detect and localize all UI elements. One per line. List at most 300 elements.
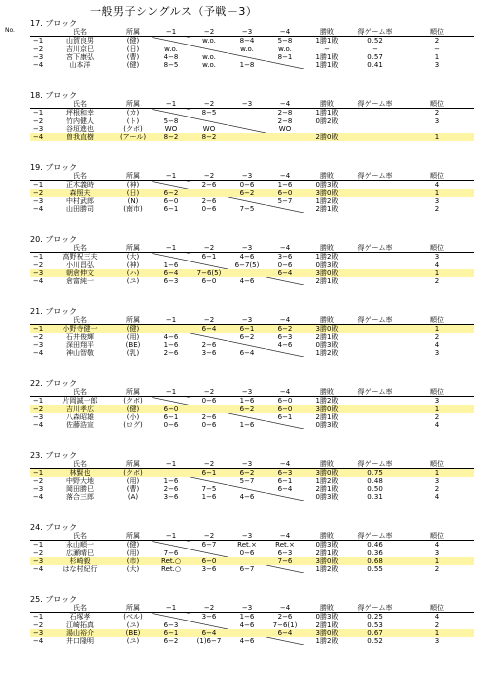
header-cell: 所属 xyxy=(114,172,152,181)
idx-cell: −2 xyxy=(32,621,44,629)
header-cell: −3 xyxy=(228,244,266,253)
r2-cell: 2−6 xyxy=(201,413,217,421)
r3-cell: Ret.× xyxy=(237,540,257,549)
r4-cell: 2−8 xyxy=(277,108,293,117)
diagonal-cell xyxy=(266,421,304,429)
wl-cell: 3勝0敗 xyxy=(304,469,350,478)
r3-cell: 1−8 xyxy=(239,61,255,69)
wl-cell: 1勝2敗 xyxy=(315,252,339,261)
header-cell: 勝敗 xyxy=(304,244,350,253)
table-row xyxy=(30,469,474,478)
team-cell: (日) xyxy=(114,189,152,197)
diagonal-cell xyxy=(266,277,304,285)
header-cell: 得ゲーム率 xyxy=(350,28,400,37)
r3-cell xyxy=(228,133,266,141)
name-cell: 永山順一 xyxy=(66,540,94,549)
rate-cell: 0.52 xyxy=(367,36,383,45)
rate-cell xyxy=(350,341,400,349)
team-cell: (神) xyxy=(126,261,140,269)
r4-cell: 6−3 xyxy=(266,469,304,478)
r1-cell: 8−5 xyxy=(163,61,179,69)
table-row xyxy=(30,197,474,205)
rank-cell: 1 xyxy=(400,189,474,197)
rate-cell xyxy=(350,333,400,341)
wl-cell: 1勝1敗 xyxy=(315,36,339,45)
idx-cell: −1 xyxy=(32,36,44,45)
rate-cell: 0.50 xyxy=(367,485,383,493)
header-cell: −4 xyxy=(266,532,304,541)
rank-cell: 3 xyxy=(434,61,440,69)
team-cell: (曹) xyxy=(126,485,140,493)
team-cell: (ユ) xyxy=(126,637,140,645)
name-cell: 落合三郎 xyxy=(66,493,94,501)
rank-cell: 2 xyxy=(434,277,440,285)
r1-cell: 1−6 xyxy=(163,477,179,485)
wl-cell: 0勝3敗 xyxy=(315,493,339,501)
wl-cell: 0勝2敗 xyxy=(315,117,339,125)
team-cell: (用) xyxy=(126,333,140,341)
r1-cell: 2−6 xyxy=(163,349,179,357)
r3-cell: 6−4 xyxy=(239,349,255,357)
r1-cell: Ret.○ xyxy=(152,557,190,565)
name-cell: 山田勝司 xyxy=(66,205,94,213)
name-cell: 坪根和幸 xyxy=(66,108,94,117)
header-cell: 勝敗 xyxy=(304,316,350,325)
wl-cell: 0勝3敗 xyxy=(315,612,339,621)
rank-cell: 2 xyxy=(434,36,440,45)
wl-cell: 2勝0敗 xyxy=(304,133,350,141)
wl-cell xyxy=(304,125,350,133)
name-cell: 神山智敬 xyxy=(66,349,94,357)
idx-cell: −2 xyxy=(32,45,44,53)
team-cell: (N) xyxy=(127,197,139,205)
r2-cell: 6−4 xyxy=(190,629,228,637)
wl-cell: 0勝3敗 xyxy=(315,180,339,189)
idx-cell: −4 xyxy=(32,277,44,285)
r4-cell: 4−6 xyxy=(277,341,293,349)
rate-cell xyxy=(350,109,400,118)
idx-cell: −1 xyxy=(32,108,44,117)
idx-cell: −3 xyxy=(32,341,44,349)
header-cell: −2 xyxy=(190,460,228,469)
results-table xyxy=(30,244,474,285)
header-row xyxy=(30,172,474,181)
team-cell: (クボ) xyxy=(114,469,152,478)
rate-cell xyxy=(350,133,400,141)
r2-cell: 6−0 xyxy=(201,277,217,285)
team-cell: (BE) xyxy=(114,629,152,637)
rank-cell: 4 xyxy=(434,540,440,549)
wl-cell: 0勝3敗 xyxy=(315,341,339,349)
rank-cell: 3 xyxy=(434,396,440,405)
idx-cell: −1 xyxy=(32,180,44,189)
rank-cell: 2 xyxy=(434,333,440,341)
table-row xyxy=(30,117,474,125)
header-cell: −1 xyxy=(152,316,190,325)
r3-cell: 6−2 xyxy=(228,469,266,478)
idx-cell: −1 xyxy=(32,252,44,261)
r3-cell: 0−6 xyxy=(239,549,255,557)
team-cell: (ベル) xyxy=(123,612,143,621)
r3-cell: 8−4 xyxy=(239,36,255,45)
name-cell: 曽我直樹 xyxy=(46,133,114,141)
name-cell: 小川昌弘 xyxy=(66,261,94,269)
wl-cell: 2勝1敗 xyxy=(315,413,339,421)
header-cell: 得ゲーム率 xyxy=(350,100,400,109)
idx-cell: −2 xyxy=(30,189,46,197)
r3-cell: 6−2 xyxy=(228,405,266,413)
r1-cell: 1−6 xyxy=(163,261,179,269)
team-cell: (曹) xyxy=(126,53,140,61)
table-row xyxy=(30,421,474,429)
r4-cell: 6−0 xyxy=(277,396,293,405)
r2-cell: w.o. xyxy=(202,53,216,61)
rank-cell xyxy=(400,125,474,133)
header-cell: −3 xyxy=(228,460,266,469)
header-cell: 勝敗 xyxy=(304,532,350,541)
table-row xyxy=(30,493,474,501)
idx-cell: −4 xyxy=(30,133,46,141)
r4-cell: 3−6 xyxy=(277,252,293,261)
table-row xyxy=(30,109,474,118)
r1-cell: 6−1 xyxy=(152,629,190,637)
rank-cell: 3 xyxy=(434,637,440,645)
team-cell: (用) xyxy=(126,477,140,485)
idx-cell: −4 xyxy=(32,349,44,357)
r4-cell: 6−1 xyxy=(277,477,293,485)
wl-cell: 2勝1敗 xyxy=(315,549,339,557)
rank-cell: 2 xyxy=(434,621,440,629)
header-cell: −1 xyxy=(152,460,190,469)
r1-cell: 3−6 xyxy=(163,493,179,501)
header-cell: 得ゲーム率 xyxy=(350,604,400,613)
table-row xyxy=(30,45,474,53)
header-row xyxy=(30,28,474,37)
diagonal-cell xyxy=(228,629,266,637)
header-cell: 順位 xyxy=(400,100,474,109)
wl-cell: 3勝0敗 xyxy=(304,629,350,637)
diagonal-cell xyxy=(152,469,190,478)
header-cell: −3 xyxy=(228,316,266,325)
name-cell: 小野寺健一 xyxy=(46,325,114,334)
idx-cell: −2 xyxy=(30,405,46,413)
idx-cell: −2 xyxy=(32,117,44,125)
rank-cell: 1 xyxy=(434,53,440,61)
rate-cell: 0.25 xyxy=(367,612,383,621)
diagonal-cell xyxy=(190,405,228,413)
team-cell: (市) xyxy=(114,557,152,565)
r2-cell: w.o. xyxy=(202,61,216,69)
idx-cell: −3 xyxy=(30,269,46,277)
rate-cell xyxy=(350,325,400,334)
r2-cell: 6−4 xyxy=(190,325,228,334)
header-cell: 氏名 xyxy=(46,388,114,397)
team-cell: (神) xyxy=(126,180,140,189)
header-cell: −1 xyxy=(152,100,190,109)
rank-cell: 2 xyxy=(434,413,440,421)
table-row xyxy=(30,53,474,61)
r2-cell: 8−5 xyxy=(201,108,217,117)
header-row xyxy=(30,604,474,613)
r1-cell: 8−2 xyxy=(152,133,190,141)
r2-cell: 7−6(5) xyxy=(190,269,228,277)
wl-cell: 0勝3敗 xyxy=(315,540,339,549)
r2-cell: (1)6−7 xyxy=(196,637,222,645)
r3-cell: 1−6 xyxy=(239,396,255,405)
header-cell: 順位 xyxy=(400,316,474,325)
idx-cell: −3 xyxy=(32,485,44,493)
rate-cell: 0.67 xyxy=(350,629,400,637)
table-row xyxy=(30,413,474,421)
r4-cell: w.o. xyxy=(278,45,292,53)
header-cell: −4 xyxy=(266,28,304,37)
team-cell: (クボ) xyxy=(123,125,143,133)
wl-cell: 3勝0敗 xyxy=(304,405,350,413)
header-cell: −4 xyxy=(266,244,304,253)
r2-cell: WO xyxy=(202,125,216,133)
r2-cell: 6−1 xyxy=(190,469,228,478)
team-cell: (アール) xyxy=(114,133,152,141)
rank-cell: 4 xyxy=(434,612,440,621)
header-cell: −2 xyxy=(190,316,228,325)
name-cell: 石井俊輝 xyxy=(66,333,94,341)
idx-cell: −2 xyxy=(32,333,44,341)
rank-cell: 2 xyxy=(434,108,440,117)
wl-cell: 3勝0敗 xyxy=(304,325,350,334)
header-row xyxy=(30,388,474,397)
rank-cell: 3 xyxy=(434,197,440,205)
r1-cell: 6−2 xyxy=(163,637,179,645)
wl-cell: 1勝2敗 xyxy=(315,565,339,573)
header-cell: −3 xyxy=(228,172,266,181)
idx-cell: −3 xyxy=(30,629,46,637)
header-cell: −4 xyxy=(266,316,304,325)
table-row xyxy=(30,261,474,269)
r1-cell: 7−6 xyxy=(163,549,179,557)
results-table xyxy=(30,172,474,213)
diagonal-cell xyxy=(228,341,266,349)
r1-cell: 1−6 xyxy=(163,341,179,349)
r1-cell: 2−6 xyxy=(163,485,179,493)
diagonal-cell xyxy=(266,205,304,213)
header-cell: −1 xyxy=(152,28,190,37)
r4-cell: 6−3 xyxy=(277,333,293,341)
header-cell: −3 xyxy=(228,28,266,37)
diagonal-cell xyxy=(266,349,304,357)
table-row xyxy=(30,629,474,637)
header-cell: 勝敗 xyxy=(304,100,350,109)
team-cell: (ト) xyxy=(126,117,140,125)
name-cell: 吉川京巳 xyxy=(66,45,94,53)
r2-cell: 3−6 xyxy=(201,349,217,357)
header-cell: 所属 xyxy=(114,388,152,397)
r3-cell: 1−6 xyxy=(239,612,255,621)
r4-cell: 6−4 xyxy=(277,485,293,493)
table-row xyxy=(30,485,474,493)
r2-cell: 6−0 xyxy=(190,557,228,565)
r1-cell: 6−0 xyxy=(163,197,179,205)
header-cell: 所属 xyxy=(114,244,152,253)
diagonal-cell xyxy=(266,493,304,501)
header-cell: 氏名 xyxy=(46,316,114,325)
no-column-label: No. xyxy=(5,27,15,34)
rate-cell xyxy=(350,421,400,429)
r4-cell: 6−1 xyxy=(277,413,293,421)
header-blank xyxy=(30,28,46,37)
header-cell: 得ゲーム率 xyxy=(350,244,400,253)
diagonal-cell xyxy=(190,477,228,485)
rate-cell: 0.75 xyxy=(350,469,400,478)
name-cell: 倉富純一 xyxy=(66,277,94,285)
wl-cell: 3勝0敗 xyxy=(304,189,350,197)
wl-cell: 1勝2敗 xyxy=(315,477,339,485)
header-cell: 所属 xyxy=(114,28,152,37)
table-row xyxy=(30,541,474,550)
r1-cell: 6−3 xyxy=(163,277,179,285)
rank-cell: 4 xyxy=(434,341,440,349)
r2-cell: 1−6 xyxy=(201,493,217,501)
r3-cell: 6−2 xyxy=(228,189,266,197)
rate-cell: 0.53 xyxy=(367,621,383,629)
r2-cell: 3−6 xyxy=(201,565,217,573)
block-title: 25. ブロック xyxy=(30,595,78,604)
team-cell: (大) xyxy=(126,252,140,261)
block-title: 23. ブロック xyxy=(30,451,78,460)
wl-cell: 2勝1敗 xyxy=(315,485,339,493)
team-cell: (カ) xyxy=(126,108,140,117)
team-cell: (クボ) xyxy=(123,396,143,405)
wl-cell: 3勝0敗 xyxy=(304,269,350,277)
r4-cell: 2−6 xyxy=(277,612,293,621)
rank-cell: 3 xyxy=(434,549,440,557)
results-table xyxy=(30,100,474,141)
name-cell: 朝倉伸文 xyxy=(46,269,114,277)
table-row xyxy=(30,133,474,141)
results-table xyxy=(30,604,474,645)
diagonal-cell xyxy=(266,61,304,69)
idx-cell: −4 xyxy=(32,493,44,501)
team-cell: (A) xyxy=(127,493,139,501)
rate-cell xyxy=(350,253,400,262)
r3-cell: 6−1 xyxy=(228,325,266,334)
header-blank xyxy=(30,172,46,181)
idx-cell: −1 xyxy=(32,540,44,549)
name-cell: 石塚孝 xyxy=(69,612,91,621)
diagonal-cell xyxy=(152,37,190,46)
r2-cell: 2−6 xyxy=(201,341,217,349)
idx-cell: −4 xyxy=(32,61,44,69)
wl-cell: 1勝2敗 xyxy=(315,396,339,405)
wl-cell: − xyxy=(324,45,330,53)
header-cell: 氏名 xyxy=(46,28,114,37)
rate-cell: 0.41 xyxy=(367,61,383,69)
rate-cell: 0.52 xyxy=(367,637,383,645)
r2-cell: 2−6 xyxy=(201,197,217,205)
diagonal-cell xyxy=(152,541,190,550)
r4-cell: 0−6 xyxy=(277,261,293,269)
header-cell: 所属 xyxy=(114,316,152,325)
wl-cell: 1勝1敗 xyxy=(315,53,339,61)
rank-cell: 3 xyxy=(434,477,440,485)
rate-cell: 0.68 xyxy=(350,557,400,565)
team-cell: (ユ) xyxy=(126,277,140,285)
rank-cell: 2 xyxy=(434,485,440,493)
name-cell: 岡田勝巳 xyxy=(66,485,94,493)
diagonal-cell xyxy=(152,325,190,334)
r3-cell: 1−6 xyxy=(239,421,255,429)
name-cell: 中村武郎 xyxy=(66,197,94,205)
table-row xyxy=(30,565,474,573)
diagonal-cell xyxy=(152,397,190,406)
header-cell: −4 xyxy=(266,388,304,397)
r3-cell: 7−5 xyxy=(239,205,255,213)
r4-cell: 6−0 xyxy=(266,189,304,197)
table-row xyxy=(30,181,474,190)
header-cell: −3 xyxy=(228,388,266,397)
rate-cell xyxy=(350,125,400,133)
table-row xyxy=(30,621,474,629)
diagonal-cell xyxy=(152,181,190,190)
r3-cell xyxy=(228,109,266,118)
r2-cell: 0−6 xyxy=(201,421,217,429)
table-row xyxy=(30,405,474,413)
rank-cell: 2 xyxy=(434,205,440,213)
diagonal-cell xyxy=(190,621,228,629)
diagonal-cell xyxy=(152,109,190,118)
idx-cell: −3 xyxy=(32,53,44,61)
header-cell: −3 xyxy=(228,100,266,109)
table-row xyxy=(30,349,474,357)
header-cell: 勝敗 xyxy=(304,388,350,397)
header-cell: 順位 xyxy=(400,388,474,397)
wl-cell: 0勝3敗 xyxy=(315,261,339,269)
header-cell: 得ゲーム率 xyxy=(350,532,400,541)
wl-cell: 1勝2敗 xyxy=(315,197,339,205)
header-cell: 得ゲーム率 xyxy=(350,460,400,469)
table-row xyxy=(30,397,474,406)
r2-cell: 6−1 xyxy=(201,252,217,261)
team-cell: (健) xyxy=(114,325,152,334)
idx-cell: −1 xyxy=(30,325,46,334)
header-cell: 勝敗 xyxy=(304,28,350,37)
wl-cell: 1勝2敗 xyxy=(315,637,339,645)
name-cell: はな村紀行 xyxy=(62,565,98,573)
table-row xyxy=(30,61,474,69)
r3-cell: 6−7 xyxy=(239,565,255,573)
r2-cell: w.o. xyxy=(202,36,216,45)
header-blank xyxy=(30,388,46,397)
r1-cell: Ret.○ xyxy=(161,565,181,573)
wl-cell: 2勝1敗 xyxy=(315,621,339,629)
r1-cell: 6−4 xyxy=(152,269,190,277)
header-cell: −1 xyxy=(152,244,190,253)
wl-cell: 0勝3敗 xyxy=(315,421,339,429)
r1-cell: 0−6 xyxy=(163,421,179,429)
header-cell: −1 xyxy=(152,172,190,181)
name-cell: 山賀良男 xyxy=(66,36,94,45)
idx-cell: −4 xyxy=(32,205,44,213)
team-cell: (ユ) xyxy=(126,621,140,629)
header-cell: −2 xyxy=(190,28,228,37)
r2-cell: 7−5 xyxy=(201,485,217,493)
team-cell: (健) xyxy=(126,61,140,69)
header-cell: 所属 xyxy=(114,460,152,469)
table-row xyxy=(30,637,474,645)
r4-cell: 5−7 xyxy=(277,197,293,205)
rank-cell: 1 xyxy=(400,133,474,141)
r3-cell: 0−6 xyxy=(239,180,255,189)
table-row xyxy=(30,557,474,565)
